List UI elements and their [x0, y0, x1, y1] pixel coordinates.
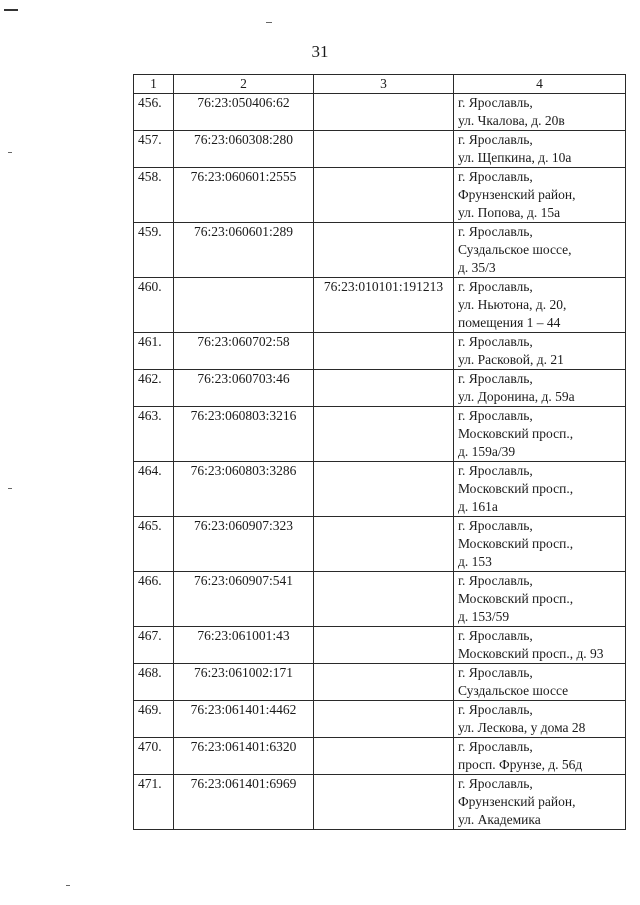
- cadastral-number-land: 76:23:060601:2555: [174, 168, 314, 223]
- row-number: 467.: [134, 627, 174, 664]
- row-number: 466.: [134, 572, 174, 627]
- scan-corner-mark: [4, 9, 18, 11]
- cadastral-number-land: 76:23:060308:280: [174, 131, 314, 168]
- address-line: Фрунзенский район,: [458, 794, 576, 809]
- cadastral-number-land: 76:23:061001:43: [174, 627, 314, 664]
- address-cell: [454, 223, 626, 278]
- address-line: д. 159а/39: [458, 444, 516, 459]
- address-cell: [454, 738, 626, 775]
- cadastral-number-premises: [314, 462, 454, 517]
- cadastral-number-land: [174, 278, 314, 333]
- cadastral-number-premises: [314, 333, 454, 370]
- address-cell: [454, 333, 626, 370]
- row-number: 463.: [134, 407, 174, 462]
- address-cell: [454, 370, 626, 407]
- column-header: 1: [134, 75, 174, 94]
- address-cell: [454, 462, 626, 517]
- address-line: ул. Академика: [458, 812, 541, 827]
- row-number: 459.: [134, 223, 174, 278]
- table-body: [134, 94, 626, 830]
- cadastral-number-premises: [314, 572, 454, 627]
- address-line: д. 35/3: [458, 260, 496, 275]
- address-line: ул. Доронина, д. 59а: [458, 389, 575, 404]
- cadastral-number-premises: 76:23:010101:191213: [314, 278, 454, 333]
- address-line: г. Ярославль,: [458, 95, 533, 110]
- table-row: [134, 370, 626, 407]
- address-line: г. Ярославль,: [458, 334, 533, 349]
- address-line: д. 153/59: [458, 609, 510, 624]
- column-header: 4: [454, 75, 626, 94]
- address-line: помещения 1 – 44: [458, 315, 561, 330]
- address-line: ул. Ньютона, д. 20,: [458, 297, 567, 312]
- address-cell: [454, 664, 626, 701]
- cadastral-number-premises: [314, 664, 454, 701]
- address-line: г. Ярославль,: [458, 665, 533, 680]
- table-row: [134, 333, 626, 370]
- address-line: Суздальское шоссе,: [458, 242, 572, 257]
- cadastral-number-land: 76:23:050406:62: [174, 94, 314, 131]
- address-line: г. Ярославль,: [458, 702, 533, 717]
- column-header: 3: [314, 75, 454, 94]
- address-cell: [454, 775, 626, 830]
- address-line: г. Ярославль,: [458, 169, 533, 184]
- address-line: г. Ярославль,: [458, 224, 533, 239]
- address-line: Московский просп., д. 93: [458, 646, 604, 661]
- scan-speck: [66, 885, 70, 886]
- address-line: г. Ярославль,: [458, 628, 533, 643]
- address-line: г. Ярославль,: [458, 408, 533, 423]
- address-cell: [454, 407, 626, 462]
- address-line: г. Ярославль,: [458, 518, 533, 533]
- table-row: [134, 407, 626, 462]
- address-cell: [454, 701, 626, 738]
- cadastral-number-land: 76:23:060907:541: [174, 572, 314, 627]
- address-line: ул. Чкалова, д. 20в: [458, 113, 565, 128]
- cadastral-number-land: 76:23:060803:3286: [174, 462, 314, 517]
- row-number: 469.: [134, 701, 174, 738]
- cadastral-number-premises: [314, 407, 454, 462]
- table-row: [134, 278, 626, 333]
- address-line: г. Ярославль,: [458, 573, 533, 588]
- cadastral-number-land: 76:23:061401:6320: [174, 738, 314, 775]
- address-cell: [454, 517, 626, 572]
- row-number: 458.: [134, 168, 174, 223]
- table-row: [134, 701, 626, 738]
- table-row: [134, 168, 626, 223]
- address-line: ул. Попова, д. 15а: [458, 205, 561, 220]
- address-line: Московский просп.,: [458, 426, 574, 441]
- cadastral-number-premises: [314, 168, 454, 223]
- address-line: Московский просп.,: [458, 536, 574, 551]
- address-cell: [454, 94, 626, 131]
- address-cell: [454, 572, 626, 627]
- scan-speck: [8, 488, 12, 489]
- cadastral-number-premises: [314, 517, 454, 572]
- registry-table: [133, 74, 626, 830]
- address-line: д. 161а: [458, 499, 498, 514]
- table-row: [134, 131, 626, 168]
- table-row: [134, 664, 626, 701]
- address-line: г. Ярославль,: [458, 463, 533, 478]
- scan-speck: [266, 22, 272, 23]
- address-line: Фрунзенский район,: [458, 187, 576, 202]
- address-cell: [454, 168, 626, 223]
- row-number: 460.: [134, 278, 174, 333]
- row-number: 465.: [134, 517, 174, 572]
- address-cell: [454, 131, 626, 168]
- scan-speck: [8, 152, 12, 153]
- table-row: [134, 572, 626, 627]
- cadastral-number-premises: [314, 223, 454, 278]
- cadastral-number-premises: [314, 131, 454, 168]
- table-row: [134, 462, 626, 517]
- address-line: Московский просп.,: [458, 481, 574, 496]
- table-row: [134, 223, 626, 278]
- cadastral-number-land: 76:23:060907:323: [174, 517, 314, 572]
- row-number: 471.: [134, 775, 174, 830]
- table-row: [134, 517, 626, 572]
- cadastral-number-premises: [314, 701, 454, 738]
- address-line: г. Ярославль,: [458, 371, 533, 386]
- row-number: 464.: [134, 462, 174, 517]
- cadastral-number-land: 76:23:060803:3216: [174, 407, 314, 462]
- cadastral-number-land: 76:23:060703:46: [174, 370, 314, 407]
- cadastral-number-land: 76:23:060702:58: [174, 333, 314, 370]
- table-row: [134, 627, 626, 664]
- address-line: г. Ярославль,: [458, 739, 533, 754]
- cadastral-number-land: 76:23:060601:289: [174, 223, 314, 278]
- address-line: ул. Расковой, д. 21: [458, 352, 564, 367]
- address-line: ул. Щепкина, д. 10а: [458, 150, 572, 165]
- cadastral-number-premises: [314, 94, 454, 131]
- page-number: 31: [311, 42, 329, 61]
- cadastral-number-land: 76:23:061401:6969: [174, 775, 314, 830]
- address-line: ул. Лескова, у дома 28: [458, 720, 586, 735]
- table-row: [134, 738, 626, 775]
- address-line: д. 153: [458, 554, 492, 569]
- address-line: просп. Фрунзе, д. 56д: [458, 757, 583, 772]
- table-row: [134, 775, 626, 830]
- address-cell: [454, 627, 626, 664]
- cadastral-number-premises: [314, 738, 454, 775]
- header-row: [134, 75, 626, 94]
- row-number: 470.: [134, 738, 174, 775]
- table-row: [134, 94, 626, 131]
- row-number: 456.: [134, 94, 174, 131]
- row-number: 462.: [134, 370, 174, 407]
- row-number: 461.: [134, 333, 174, 370]
- cadastral-number-land: 76:23:061401:4462: [174, 701, 314, 738]
- address-line: Суздальское шоссе: [458, 683, 569, 698]
- cadastral-number-premises: [314, 627, 454, 664]
- address-line: Московский просп.,: [458, 591, 574, 606]
- cadastral-number-land: 76:23:061002:171: [174, 664, 314, 701]
- address-line: г. Ярославль,: [458, 279, 533, 294]
- row-number: 468.: [134, 664, 174, 701]
- address-line: г. Ярославль,: [458, 776, 533, 791]
- row-number: 457.: [134, 131, 174, 168]
- address-line: г. Ярославль,: [458, 132, 533, 147]
- column-header: 2: [174, 75, 314, 94]
- cadastral-number-premises: [314, 370, 454, 407]
- address-cell: [454, 278, 626, 333]
- cadastral-number-premises: [314, 775, 454, 830]
